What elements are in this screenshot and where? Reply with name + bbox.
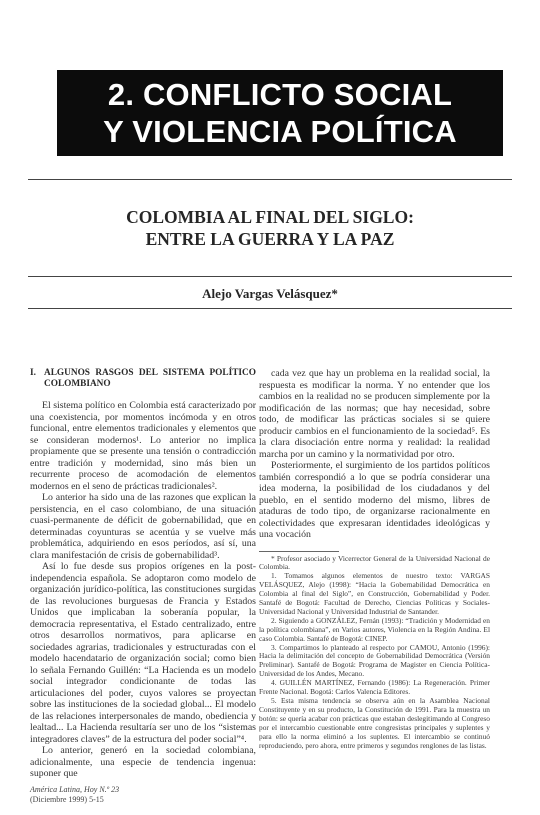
left-column [30, 368, 256, 780]
footnote: * Profesor asociado y Vicerrector General de la Universidad Nacional de Colombia. [259, 553, 490, 572]
author-name: Alejo Vargas Velásquez* [202, 286, 338, 301]
divider-author-top [28, 276, 512, 277]
journal-info [30, 785, 119, 804]
body-paragraph: Así lo fue desde sus propios orígenes en la post-independencia española. Se adoptaron como modelo de organización jurídico-política, las constituciones surgidas de las revoluciones burguesas de Francia y Estados Unidos que implicaban la soberanía popular, la democracia representativa, el Estado centralizado, entre otros desarrollos normativos, para aplicarse en sociedades agrarias, tradicionales y estructuradas con el modelo hacendatario de organización social; como bien lo señala Fernando Guillén: “La Hacienda es un modelo social integrador condicionante de todas las articulaciones del poder, cuyos valores se proyectan sobre las instituciones de la sociedad global... El modelo de las relaciones interpersonales de mando, obediencia y lealtad... La Hacienda resultaría ser uno de los “sistemas integradores claves” de la estructura del poder social”⁴. [30, 561, 256, 745]
divider-top [28, 179, 512, 180]
section-heading [30, 368, 256, 390]
body-paragraph: Lo anterior, generó en la sociedad colombiana, adicionalmente, una especie de tendencia ingenua: suponer que [30, 745, 256, 779]
journal-issue: (Diciembre 1999) 5-15 [30, 794, 104, 804]
footnote: 4. GUILLÉN MARTÍNEZ, Fernando (1986): La Regeneración. Primer Frente Nacional. Bogotá: Carlos Valencia Editores. [259, 678, 490, 697]
body-paragraph: Posteriormente, el surgimiento de los partidos políticos también correspondió a lo que se podría considerar una idea moderna, la posibilidad de los ciudadanos y del pueblo, en el sentido moderno del mismo, libres de ataduras de todo tipo, de organizarse racionalmente en colectividades que expresaran identidades ideológicas y una vocación [259, 460, 490, 540]
footnote: 2. Siguiendo a GONZÁLEZ, Fernán (1993): “Tradición y Modernidad en la política colombiana”, en Varios autores, Violencia en la Región Andina. El caso Colombia. Santafé de Bogotá: CINEP. [259, 615, 490, 643]
journal-name: América Latina, Hoy N.º 23 [30, 785, 120, 794]
right-column [259, 368, 490, 750]
banner-line-2: Y VIOLENCIA POLÍTICA [103, 114, 457, 149]
article-title [28, 206, 512, 250]
article-title-line-2: ENTRE LA GUERRA Y LA PAZ [145, 229, 395, 249]
section-heading-text: ALGUNOS RASGOS DEL SISTEMA POLÍTICO COLOMBIANO [44, 368, 256, 389]
banner-line-1: 2. CONFLICTO SOCIAL [107, 77, 453, 112]
body-paragraph: Lo anterior ha sido una de las razones que explican la persistencia, en el caso colombiano, de una situación cuasi-permanente de déficit de gobernabilidad, que en determinadas coyunturas se acentúa y se vuelve más problemática, adquiriendo en esos períodos, así sí, una clara manifestación de crisis de gobernabilidad³. [30, 492, 256, 561]
section-number: I. [30, 368, 36, 378]
footnotes [259, 551, 490, 751]
body-paragraph: El sistema político en Colombia está caracterizado por una coexistencia, por momentos incómoda y en otros funcional, entre elementos tradicionales y elementos que se consideran modernos¹. Lo anterior no implica propiamente que se presente una tensión o contradicción entre tradición y modernidad, sino más bien un recurrente proceso de acomodación de elementos modernos en el seno de prácticas tradicionales². [30, 400, 256, 492]
footnote: 5. Esta misma tendencia se observa aún en la Asamblea Nacional Constituyente y en su producto, la Constitución de 1991. Para la muestra un botón: se quería acabar con prácticas que estaban deslegitimando al Congreso por el intercambio cuestionable entre congresistas principales y suplentes y para ello la norma eliminó a los suplentes. El intercambio se continuó reproduciendo, pero ahora, entre primeros y segundos renglones de las listas. [259, 696, 490, 750]
article-title-line-1: COLOMBIA AL FINAL DEL SIGLO: [126, 207, 414, 227]
footnote: 3. Compartimos lo planteado al respecto por CAMOU, Antonio (1996): Hacia la delimitación del concepto de Gobernabilidad Democrática (Versión Preliminar). Santafé de Bogotá: Programa de Magister en Ciencia Política-Universidad de los Andes, Mecano. [259, 642, 490, 679]
section-banner [57, 70, 503, 156]
footnote-separator [259, 551, 339, 552]
divider-author-bottom [28, 308, 512, 309]
body-paragraph: cada vez que hay un problema en la realidad social, la respuesta es modificar la norma. Y no entender que los cambios en la realidad no se producen simplemente por la modificación de las normas; que hay necesidad, sobre todo, de modificar las prácticas sociales si se quiere producir cambios en el funcionamiento de la sociedad⁵. Es la clara disociación entre norma y realidad: la realidad marcha por un camino y la normatividad por otro. [259, 368, 490, 460]
footnote: 1. Tomamos algunos elementos de nuestro texto: VARGAS VELÁSQUEZ, Alejo (1998): “Hacia la Gobernabilidad Democrática en Colombia al final del Siglo”, en Construcción, Gobernabilidad y Poder. Santafé de Bogotá: Facultad de Derecho, Ciencias Políticas y Sociales-Universidad Nacional y Universidad Industrial de Santander. [259, 571, 490, 616]
